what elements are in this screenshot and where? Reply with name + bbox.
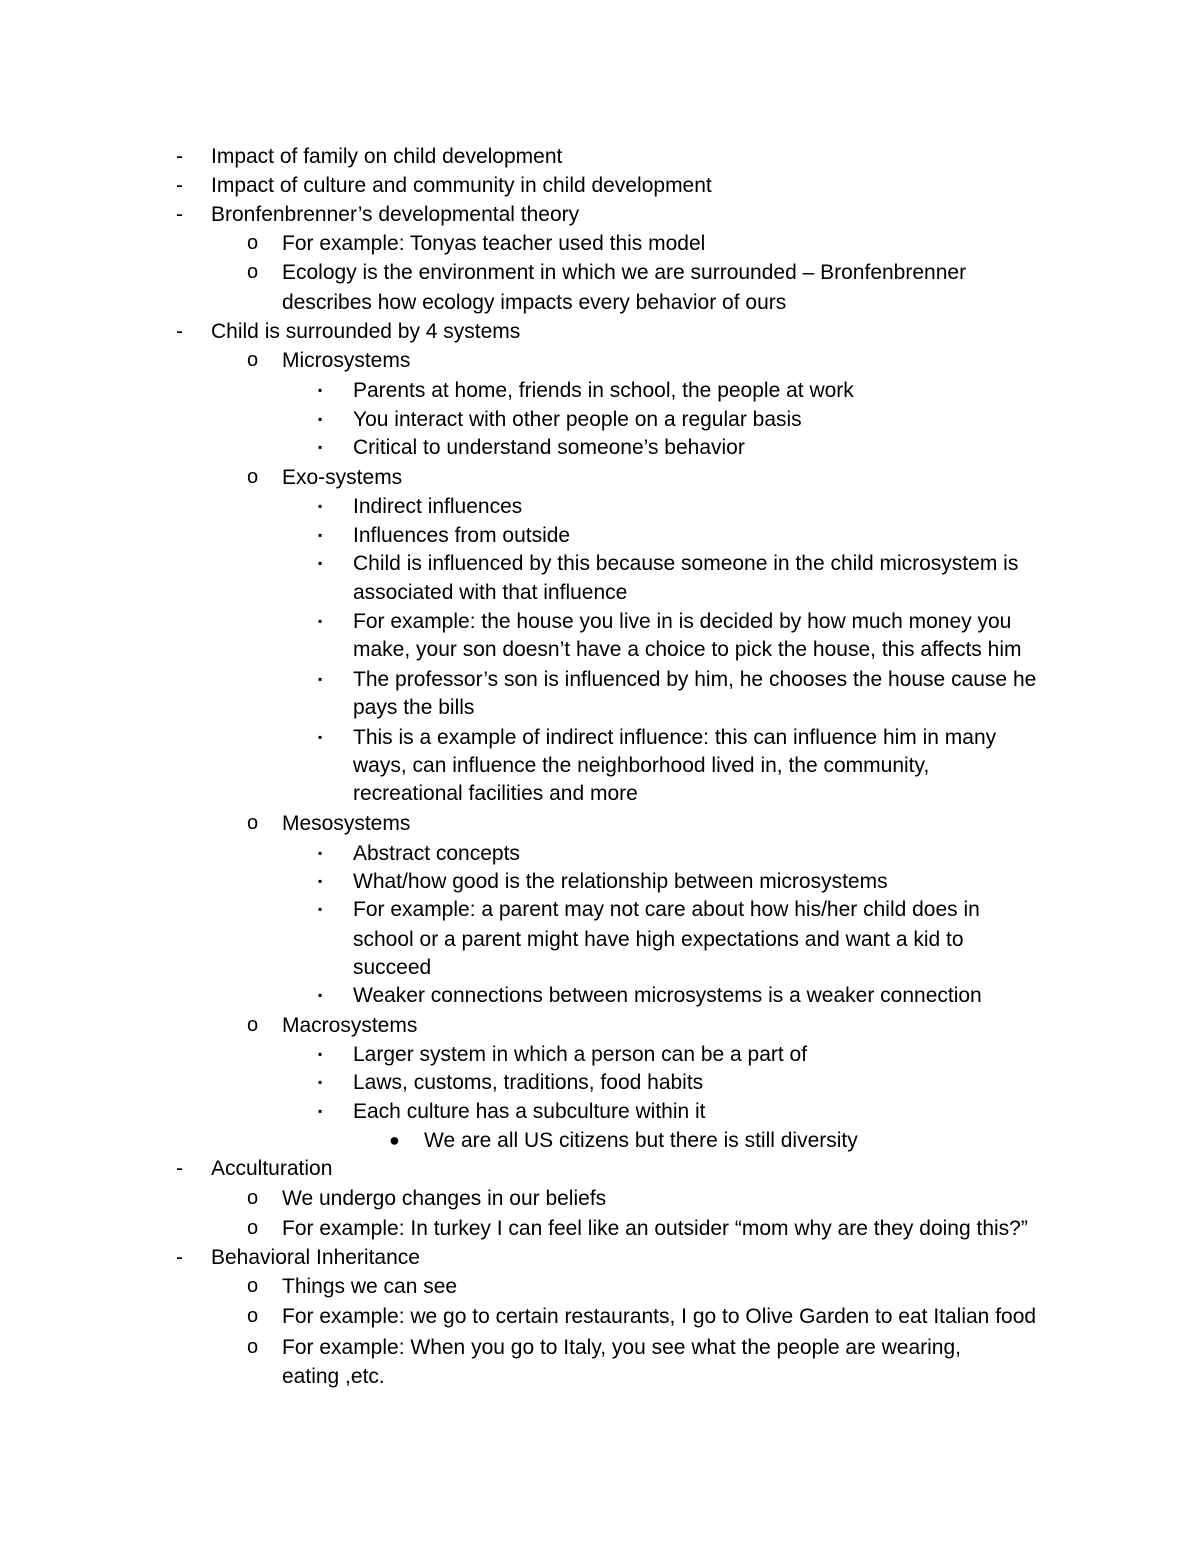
outline-item <box>0 376 1200 405</box>
outline-text: What/how good is the relationship between microsystems <box>353 870 888 893</box>
outline-text: Larger system in which a person can be a part of <box>353 1043 808 1066</box>
outline-item <box>0 981 1200 1010</box>
outline-text: We undergo changes in our beliefs <box>282 1187 607 1210</box>
outline-item <box>0 1126 1200 1155</box>
outline-item <box>0 895 1200 924</box>
outline-item <box>0 1333 1200 1362</box>
outline-item <box>0 1184 1200 1213</box>
outline-item <box>0 1243 1200 1272</box>
outline-text: We are all US citizens but there is still diversity <box>424 1129 858 1152</box>
bullet-marker: ● <box>389 1130 400 1150</box>
outline-text: For example: the house you live in is decided by how much money you <box>353 610 1012 633</box>
outline-text: Child is influenced by this because someone in the child microsystem is <box>353 552 1019 575</box>
outline-text: For example: a parent may not care about how his/her child does in <box>353 898 980 921</box>
outline-item <box>0 346 1200 375</box>
outline-text: Weaker connections between microsystems is a weaker connection <box>353 984 982 1007</box>
bullet-marker: o <box>247 1187 259 1209</box>
bullet-marker: ▪ <box>318 730 323 744</box>
outline-item <box>0 1068 1200 1097</box>
outline-text: ways, can influence the neighborhood lived in, the community, <box>353 754 930 777</box>
bullet-marker: o <box>247 232 259 254</box>
bullet-marker: o <box>247 812 259 834</box>
outline-text: Microsystems <box>282 349 411 372</box>
outline-text: Behavioral Inheritance <box>211 1246 420 1269</box>
bullet-marker: ▪ <box>318 1104 323 1118</box>
outline-text: For example: When you go to Italy, you see what the people are wearing, <box>282 1336 961 1359</box>
outline-continuation-line <box>0 751 1200 780</box>
bullet-marker: ▪ <box>318 556 323 570</box>
outline-item <box>0 809 1200 838</box>
bullet-marker: ▪ <box>318 1047 323 1061</box>
outline-item <box>0 665 1200 694</box>
outline-item <box>0 607 1200 636</box>
outline-text: Things we can see <box>282 1275 458 1298</box>
outline-text: Ecology is the environment in which we are surrounded – Bronfenbrenner <box>282 261 967 284</box>
bullet-marker: o <box>247 1217 259 1239</box>
outline-text: For example: Tonyas teacher used this model <box>282 232 706 255</box>
outline-continuation-line <box>0 578 1200 607</box>
outline-text: For example: In turkey I can feel like an outsider “mom why are they doing this?” <box>282 1217 1028 1240</box>
bullet-marker: - <box>176 1157 183 1180</box>
outline-text: Each culture has a subculture within it <box>353 1100 706 1123</box>
outline-item <box>0 549 1200 578</box>
outline-text: This is a example of indirect influence: this can influence him in many <box>353 726 997 749</box>
outline-text: Impact of culture and community in child development <box>211 174 712 197</box>
bullet-marker: ▪ <box>318 672 323 686</box>
outline-item <box>0 867 1200 896</box>
outline-text: eating ,etc. <box>282 1365 385 1388</box>
outline-item <box>0 1302 1200 1331</box>
outline-item <box>0 405 1200 434</box>
bullet-marker: - <box>176 145 183 168</box>
outline-continuation-line <box>0 1362 1200 1391</box>
bullet-marker: ▪ <box>318 614 323 628</box>
outline-text: You interact with other people on a regular basis <box>353 408 802 431</box>
outline-item <box>0 433 1200 462</box>
outline-item <box>0 317 1200 346</box>
bullet-marker: - <box>176 203 183 226</box>
outline-text: associated with that influence <box>353 581 628 604</box>
outline-item <box>0 839 1200 868</box>
bullet-marker: o <box>247 261 259 283</box>
outline-item <box>0 258 1200 287</box>
bullet-marker: ▪ <box>318 874 323 888</box>
outline-text: recreational facilities and more <box>353 782 638 805</box>
outline-text: Bronfenbrenner’s developmental theory <box>211 203 580 226</box>
outline-continuation-line <box>0 288 1200 317</box>
bullet-marker: ▪ <box>318 528 323 542</box>
outline-text: make, your son doesn’t have a choice to pick the house, this affects him <box>353 638 1022 661</box>
outline-item <box>0 229 1200 258</box>
outline-text: Mesosystems <box>282 812 411 835</box>
bullet-marker: o <box>247 466 259 488</box>
outline-continuation-line <box>0 779 1200 808</box>
bullet-marker: ▪ <box>318 499 323 513</box>
outline-text: The professor’s son is influenced by him, he chooses the house cause he <box>353 668 1037 691</box>
outline-item <box>0 463 1200 492</box>
outline-continuation-line <box>0 693 1200 722</box>
outline-item <box>0 1154 1200 1183</box>
outline-item <box>0 1040 1200 1069</box>
outline-text: Parents at home, friends in school, the people at work <box>353 379 854 402</box>
outline-text: pays the bills <box>353 696 475 719</box>
bullet-marker: o <box>247 1014 259 1036</box>
outline-text: For example: we go to certain restaurants, I go to Olive Garden to eat Italian food <box>282 1305 1037 1328</box>
outline-continuation-line <box>0 635 1200 664</box>
outline-text: Laws, customs, traditions, food habits <box>353 1071 704 1094</box>
outline-text: Indirect influences <box>353 495 523 518</box>
bullet-marker: - <box>176 174 183 197</box>
outline-text: Macrosystems <box>282 1014 418 1037</box>
bullet-marker: ▪ <box>318 988 323 1002</box>
bullet-marker: ▪ <box>318 440 323 454</box>
outline-text: Abstract concepts <box>353 842 520 865</box>
bullet-marker: ▪ <box>318 383 323 397</box>
bullet-marker: ▪ <box>318 1075 323 1089</box>
bullet-marker: o <box>247 1305 259 1327</box>
outline-item <box>0 521 1200 550</box>
bullet-marker: o <box>247 1275 259 1297</box>
outline-text: Acculturation <box>211 1157 333 1180</box>
bullet-marker: - <box>176 320 183 343</box>
outline-item <box>0 200 1200 229</box>
outline-item <box>0 1214 1200 1243</box>
outline-item <box>0 171 1200 200</box>
outline-continuation-line <box>0 925 1200 954</box>
outline-item <box>0 1011 1200 1040</box>
outline-item <box>0 1097 1200 1126</box>
outline-continuation-line <box>0 953 1200 982</box>
bullet-marker: o <box>247 349 259 371</box>
outline-text: Exo-systems <box>282 466 403 489</box>
outline-text: school or a parent might have high expectations and want a kid to <box>353 928 964 951</box>
bullet-marker: - <box>176 1246 183 1269</box>
outline-text: Impact of family on child development <box>211 145 563 168</box>
bullet-marker: ▪ <box>318 412 323 426</box>
outline-text: Influences from outside <box>353 524 571 547</box>
outline-text: succeed <box>353 956 432 979</box>
bullet-marker: ▪ <box>318 902 323 916</box>
outline-text: Child is surrounded by 4 systems <box>211 320 521 343</box>
outline-item <box>0 142 1200 171</box>
outline-item <box>0 723 1200 752</box>
outline-text: Critical to understand someone’s behavior <box>353 436 745 459</box>
bullet-marker: ▪ <box>318 846 323 860</box>
outline-text: describes how ecology impacts every behavior of ours <box>282 291 787 314</box>
bullet-marker: o <box>247 1336 259 1358</box>
outline-item <box>0 492 1200 521</box>
outline-item <box>0 1272 1200 1301</box>
